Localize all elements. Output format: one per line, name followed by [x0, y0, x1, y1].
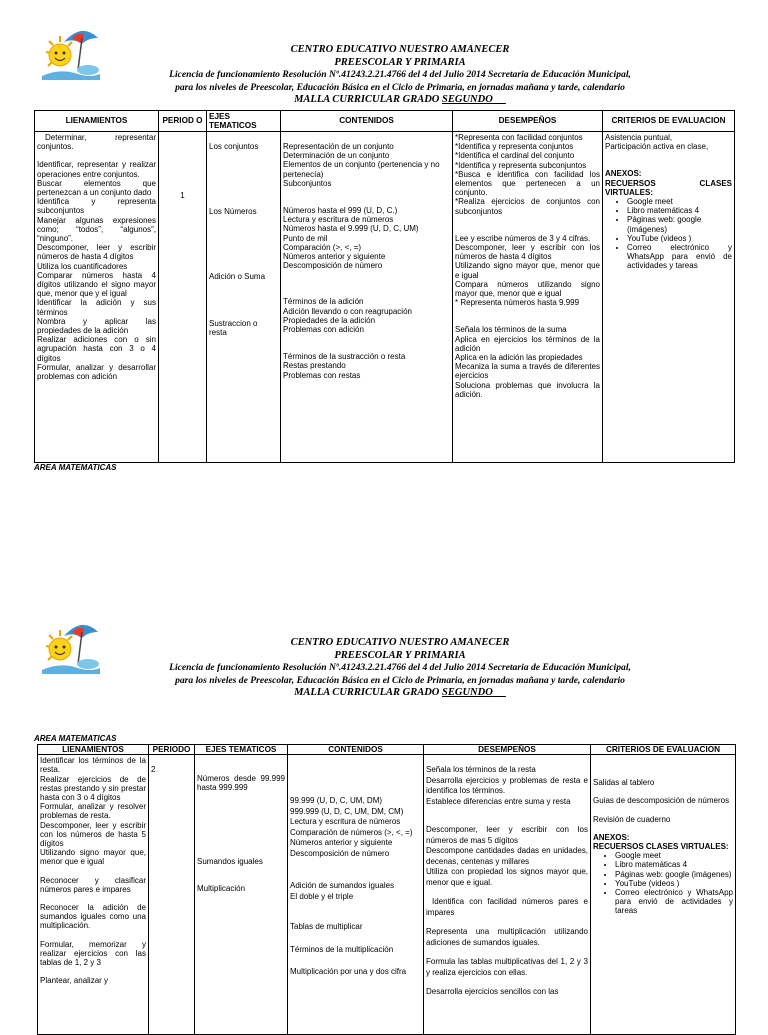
criterios-cell	[603, 132, 735, 463]
lineamiento-item: Identificar, representar y realizar operaciones entre conjuntos.	[37, 160, 156, 179]
desempeno-item: *Identifica el cardinal del conjunto	[455, 151, 575, 161]
contenido-item: Lectura y escritura de números	[290, 817, 401, 827]
contenidos-cell	[288, 755, 424, 1035]
lineamiento-item: Realizar adiciones con o sin agrupación hasta con 3 o 4 dígitos	[37, 335, 156, 363]
desempeno-item: Lee y escribe números de 3 y 4 cifras.	[455, 233, 591, 243]
license-line-2: para los niveles de Preescolar, Educación Básica en el Ciclo de Primaria, en jornadas mañana y tarde, calendario	[175, 674, 625, 686]
contenido-item: Problemas con restas	[283, 370, 361, 380]
contenido-item: Representación de un conjunto	[283, 142, 394, 151]
eje-item: Multiplicación	[197, 883, 246, 893]
contenido-item: Números hasta el 9.999 (U, D, C, UM)	[283, 224, 419, 234]
desempeno-item: *Representa con facilidad conjuntos	[455, 133, 583, 142]
col-header-contenidos: CONTENIDOS	[288, 745, 424, 755]
lineamiento-item: Reconocer y clasificar números pares e impares	[40, 875, 146, 894]
contenido-item: Comparación de números (>, <, =)	[290, 827, 413, 837]
desempeno-item: *Realiza ejercicios de conjuntos con subconjuntos	[455, 197, 600, 216]
recurso-item: • Google meet	[627, 197, 732, 206]
col-header-desempenos: DESEMPEÑOS	[424, 745, 591, 755]
area-label: AREA MATEMATICAS	[34, 463, 117, 472]
contenido-item: Determinación de un conjunto	[283, 151, 390, 161]
ejes-cell	[207, 132, 281, 463]
desempeno-item: Representa una multiplicación utilizando adiciones de sumandos iguales.	[426, 927, 588, 947]
desempeno-item: Descompone cantidades dadas en unidades, decenas, centenas y millares	[426, 846, 588, 866]
recurso-item: • Google meet	[615, 851, 733, 860]
contenido-item: Punto de mil	[283, 233, 328, 243]
document-header	[100, 637, 700, 700]
lineamiento-item: Formular, memorizar y realizar ejercicios con las tablas de 1, 2 y 3	[40, 939, 146, 968]
col-header-periodo: PERIOD O	[159, 111, 207, 132]
contenido-item: Números hasta el 999 (U, D, C.)	[283, 206, 398, 216]
anexos-title: ANEXOS:	[593, 832, 630, 842]
contenido-item: Términos de la multiplicación	[290, 944, 394, 954]
recurso-item: • Libro matemáticas 4	[615, 860, 733, 869]
school-level: PREESCOLAR Y PRIMARIA	[334, 56, 466, 68]
periodo-number: 1	[180, 191, 185, 200]
desempeno-item: Señala los términos de la suma	[455, 325, 567, 335]
contenido-item: Adición de sumandos iguales	[290, 881, 395, 891]
ejes-cell	[195, 755, 288, 1035]
desempeno-item: *Identifica y representa subconjuntos	[455, 160, 587, 170]
curriculum-table-period-2	[37, 744, 736, 1035]
recurso-item: • YouTube (videos )	[627, 234, 732, 243]
recurso-item: • Páginas web: google (imágenes)	[627, 215, 732, 233]
contenido-item: Adición llevando o con reagrupación	[283, 306, 412, 316]
desempeno-item: Desarrolla ejercicios sencillos con las	[426, 987, 559, 997]
contenido-item: Multiplicación por una y dos cifra	[290, 967, 407, 977]
eje-item: Los conjuntos	[209, 142, 259, 151]
malla-title: MALLA CURRICULAR GRADO SEGUNDO	[294, 687, 493, 698]
sun-umbrella-logo	[38, 26, 102, 80]
contenido-item: Problemas con adición	[283, 325, 364, 335]
desempeno-item: Soluciona problemas que involucra la adición.	[455, 380, 600, 399]
lineamiento-item: Descomponer, leer y escribir con los números de hasta 5 dígitos	[40, 820, 146, 849]
col-header-ejes: EJES TEMATICOS	[195, 745, 288, 755]
grade-name: SEGUNDO	[442, 94, 493, 105]
contenido-item: Términos de la adición	[283, 297, 364, 307]
eje-item: Los Números	[209, 207, 257, 217]
eje-item: Sustraccion o resta	[209, 318, 258, 337]
col-header-lineamientos: LIENAMIENTOS	[38, 745, 149, 755]
eje-item: Sumandos iguales	[197, 856, 263, 866]
lineamiento-item: Comparar números hasta 4 dígitos utilizando el signo mayor que, menor que y el igual	[37, 270, 156, 299]
contenido-item: Números anterior y siguiente	[283, 252, 386, 262]
lineamiento-item: Manejar algunas expresiones como; “todos”, “algunos”, “ninguno”.	[37, 215, 156, 244]
col-header-criterios: CRITERIOS DE EVALUACION	[603, 111, 735, 132]
lineamiento-item: Identifica y representa subconjuntos	[37, 197, 156, 216]
license-line-1: Licencia de funcionamiento Resolución Nº.41243.2.21.4766 del 4 del Julio 2014 Secretaria de Educación Municipal,	[169, 69, 631, 80]
col-header-contenidos: CONTENIDOS	[281, 111, 453, 132]
desempeno-item: Señala los términos de la resta	[426, 765, 536, 775]
col-header-criterios: CRITERIOS DE EVALUACION	[591, 745, 736, 755]
contenido-item: Restas prestando	[283, 361, 346, 371]
license-line-1: Licencia de funcionamiento Resolución Nº.41243.2.21.4766 del 4 del Julio 2014 Secretaria de Educación Municipal,	[169, 662, 631, 673]
lineamiento-item: Utilizando signo mayor que, menor que e igual	[40, 848, 146, 867]
contenido-item: Tablas de multiplicar	[290, 922, 363, 932]
recursos-title: RECUERSOS CLASES VIRTUALES:	[593, 842, 729, 852]
desempeno-item: * Representa números hasta 9.999	[455, 298, 580, 308]
lineamiento-item: Formular, analizar y resolver problemas de resta.	[40, 802, 146, 821]
lineamiento-item: Realizar ejercicios de de restas prestando y sin prestar hasta con 3 o 4 dígitos	[40, 774, 146, 803]
recurso-item: • YouTube (videos )	[615, 879, 733, 888]
criterio-item: Guias de descomposición de números	[593, 796, 730, 806]
col-header-desempenos: DESEMPEÑOS	[453, 111, 603, 132]
contenido-item: Números anterior y siguiente	[290, 838, 393, 848]
contenido-item: 99.999 (U, D, C, UM, DM)	[290, 796, 383, 806]
periodo-cell	[159, 132, 207, 463]
col-header-lineamientos: LIENAMIENTOS	[35, 111, 159, 132]
lineamiento-item: Buscar elementos que pertenezcan a un conjunto dado	[37, 178, 156, 198]
desempeno-item: Formula las tablas multiplicativas del 1, 2 y 3 y realiza ejercicios con ellas.	[426, 957, 588, 977]
grade-name: SEGUNDO	[442, 687, 493, 698]
desempeno-item: Mecaniza la suma a través de diferentes ejercicios	[455, 362, 600, 381]
desempeno-item: Identifica con facilidad números pares e impares	[426, 897, 588, 917]
recurso-item: • Libro matemáticas 4	[627, 206, 732, 215]
lineamiento-item: Nombra y aplicar las propiedades de la adición	[37, 316, 156, 336]
lineamiento-item: Utiliza los cuantificadores	[37, 261, 128, 271]
col-header-ejes: EJES TEMATICOS	[207, 111, 281, 132]
lineamiento-item: Identificar los términos de la resta.	[40, 756, 146, 775]
contenido-item: 999.999 (U, D, C, UM, DM, CM)	[290, 806, 404, 816]
curriculum-table-period-1	[34, 110, 735, 463]
lineamiento-item: Formular, analizar y desarrollar problemas con adición	[37, 362, 156, 382]
desempeno-item: Descomponer, leer y escribir con los números de hasta 4 dígitos	[455, 243, 600, 262]
school-name: CENTRO EDUCATIVO NUESTRO AMANECER	[290, 44, 510, 55]
lineamientos-cell	[35, 132, 159, 463]
criterios-cell	[591, 755, 736, 1035]
recurso-item: • Correo electrónico y WhatsApp para envió de actividades y tareas	[627, 243, 732, 271]
recursos-title: RECUERSOS CLASES VIRTUALES:	[605, 178, 732, 197]
desempenos-cell	[453, 132, 603, 463]
anexos-title: ANEXOS:	[605, 169, 642, 179]
contenido-item: Descomposición de número	[283, 261, 383, 271]
recurso-item: • Correo electrónico y WhatsApp para envió de actividades y tareas	[615, 888, 733, 916]
desempeno-item: Compara números utilizando signo mayor que, menor que e igual	[455, 279, 600, 299]
contenido-item: Subconjuntos	[283, 178, 332, 188]
lineamiento-item: Identificar la adición y sus términos	[37, 298, 156, 317]
desempenos-cell	[424, 755, 591, 1035]
eje-item: Números desde 99.999 hasta 999.999	[197, 774, 285, 793]
desempeno-item: *Identifica y representa conjuntos	[455, 142, 574, 152]
contenido-item: Elementos de un conjunto (pertenencia y no pertenecía)	[283, 160, 440, 179]
contenido-item: Términos de la sustracción o resta	[283, 352, 406, 362]
contenido-item: Lectura y escritura de números	[283, 215, 394, 225]
contenido-item: El doble y el triple	[290, 891, 354, 901]
lineamientos-cell	[38, 755, 149, 1035]
school-level: PREESCOLAR Y PRIMARIA	[334, 649, 466, 661]
malla-title: MALLA CURRICULAR GRADO SEGUNDO	[294, 94, 493, 105]
desempeno-item: Aplica en ejercicios los términos de la adición	[455, 334, 600, 353]
school-name: CENTRO EDUCATIVO NUESTRO AMANECER	[290, 637, 510, 648]
criterio-item: Revisión de cuaderno	[593, 814, 671, 824]
contenido-item: Propiedades de la adición	[283, 315, 376, 325]
periodo-cell	[149, 755, 195, 1035]
lineamiento-item: Reconocer la adición de sumandos iguales como una multiplicación.	[40, 903, 146, 931]
col-header-periodo: PERIODO	[149, 745, 195, 755]
desempeno-item: Aplica en la adición las propiedades	[455, 353, 583, 363]
eje-item: Adición o Suma	[209, 272, 266, 282]
lineamiento-item: Determinar, representar conjuntos.	[37, 133, 156, 152]
criterio-item: Participación activa en clase,	[605, 142, 709, 152]
desempeno-item: Utilizando signo mayor que, menor que e igual	[455, 261, 600, 280]
desempeno-item: Desarrolla ejercicios y problemas de resta e identifica los términos.	[426, 775, 588, 796]
contenidos-cell	[281, 132, 453, 463]
criterio-item: Asistencia puntual,	[605, 133, 673, 142]
recursos-list	[605, 197, 732, 271]
document-header	[100, 44, 700, 107]
license-line-2: para los niveles de Preescolar, Educación Básica en el Ciclo de Primaria, en jornadas mañana y tarde, calendario	[175, 81, 625, 93]
desempeno-item: Establece diferencias entre suma y resta	[426, 796, 571, 806]
contenido-item: Descomposición de número	[290, 848, 390, 858]
desempeno-item: Descomponer, leer y escribir con los números de mas 5 dígitos	[426, 825, 588, 845]
recursos-list	[593, 851, 733, 915]
recurso-item: • Páginas web: google (imágenes)	[615, 870, 733, 879]
desempeno-item: *Busca e identifica con facilidad los elementos que pertenecen a un conjunto.	[455, 169, 600, 198]
periodo-number: 2	[151, 765, 156, 775]
lineamiento-item: Plantear, analizar y	[40, 976, 109, 986]
desempeno-item: Utiliza con propiedad los signos mayor que, menor que e igual.	[426, 867, 588, 887]
criterio-item: Salidas al tablero	[593, 778, 655, 788]
area-label: AREA MATEMATICAS	[34, 734, 117, 743]
lineamiento-item: Descomponer, leer y escribir números de hasta 4 dígitos	[37, 243, 156, 262]
contenido-item: Comparación (>, <, =)	[283, 242, 362, 252]
sun-umbrella-logo	[38, 620, 102, 674]
